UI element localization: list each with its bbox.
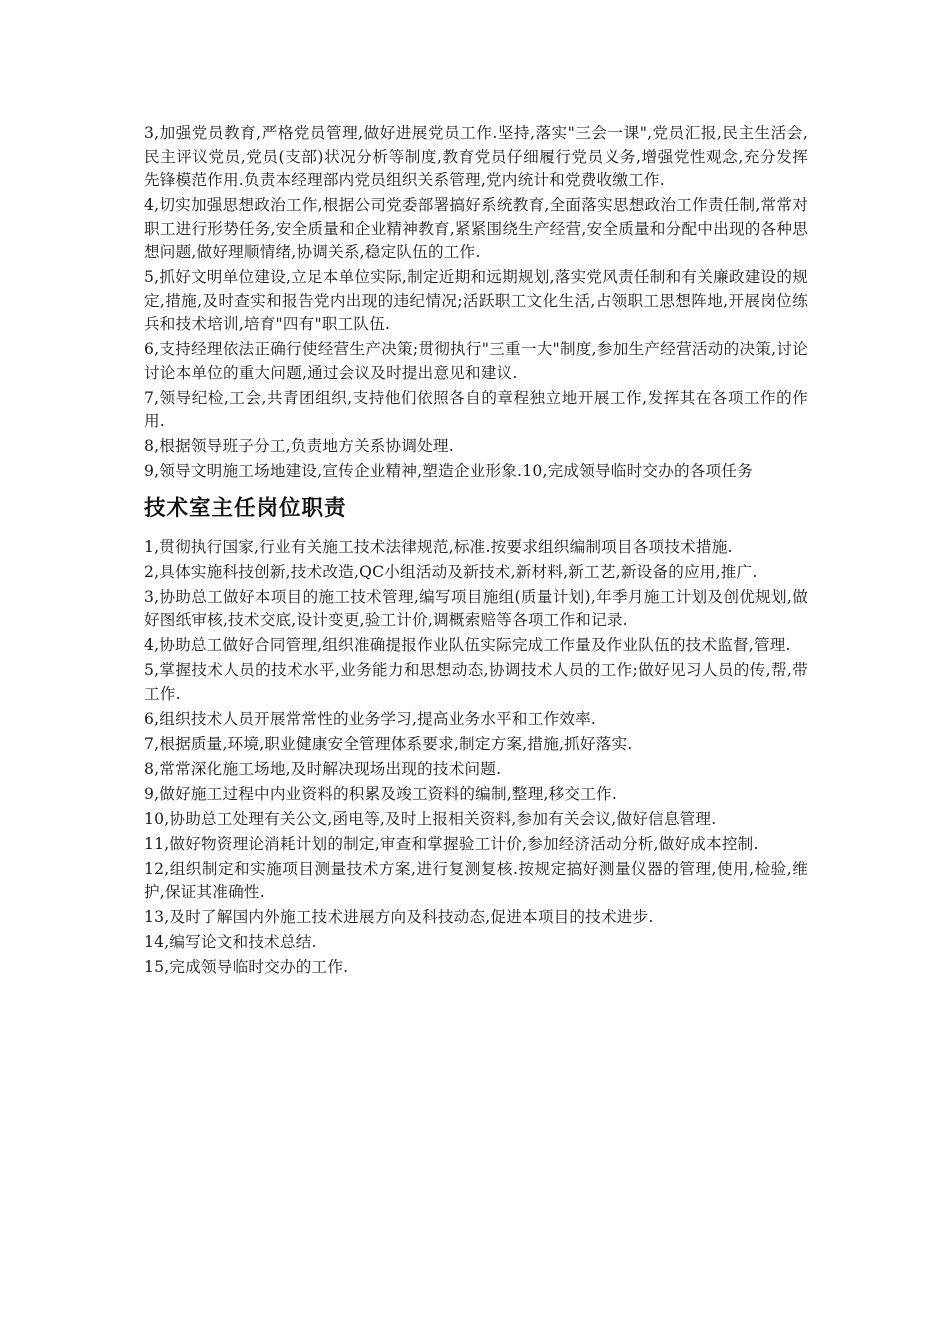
duty-item-7: 7,领导纪检,工会,共青团组织,支持他们依照各自的章程独立地开展工作,发挥其在各项工作的作用. <box>144 388 808 430</box>
tech-duty-item-11: 11,做好物资理论消耗计划的制定,审查和掌握验工计价,参加经济活动分析,做好成本控制. <box>144 834 759 853</box>
duty-item-6: 6,支持经理依法正确行使经营生产决策;贯彻执行"三重一大"制度,参加生产经营活动的决策,讨论讨论本单位的重大问题,通过会议及时提出意见和建议. <box>144 340 808 382</box>
tech-duty-item-12: 12,组织制定和实施项目测量技术方案,进行复测复核.按规定搞好测量仪器的管理,使用,检验,维护,保证其准确性. <box>144 859 808 901</box>
tech-duty-item-13: 13,及时了解国内外施工技术进展方向及科技动态,促进本项目的技术进步. <box>144 908 654 926</box>
tech-duty-item-2: 2,具体实施科技创新,技术改造,QC小组活动及新技术,新材料,新工艺,新设备的应用,推广. <box>144 562 758 581</box>
tech-duty-item-3: 3,协助总工做好本项目的施工技术管理,编写项目施组(质量计划),年季月施工计划及创优规划,做好图纸审核,技术交底,设计变更,验工计价,调概索赔等各项工作和记录. <box>144 587 808 629</box>
tech-duty-item-15: 15,完成领导临时交办的工作. <box>144 958 349 976</box>
tech-duty-item-8: 8,常常深化施工场地,及时解决现场出现的技术问题. <box>144 759 502 778</box>
section-party-duties <box>144 122 808 484</box>
duty-item-5: 5,抓好文明单位建设,立足本单位实际,制定近期和远期规划,落实党风责任制和有关廉政建设的规定,措施,及时查实和报告党内出现的违纪情况;活跃职工文化生活,占领职工思想阵地,开展岗位练兵和技术培训,培育"四有"职工队伍. <box>144 268 808 333</box>
duty-item-4: 4,切实加强思想政治工作,根据公司党委部署搞好系统教育,全面落实思想政治工作责任制,常常对职工进行形势任务,安全质量和企业精神教育,紧紧围绕生产经营,安全质量和分配中出现的各种思想问题,做好理顺情绪,协调关系,稳定队伍的工作. <box>144 196 808 261</box>
tech-duty-item-7: 7,根据质量,环境,职业健康安全管理体系要求,制定方案,措施,抓好落实. <box>144 734 633 753</box>
section-tech-director-duties <box>144 536 808 980</box>
tech-duty-item-5: 5,掌握技术人员的技术水平,业务能力和思想动态,协调技术人员的工作;做好见习人员的传,帮,带工作. <box>144 661 808 703</box>
section-heading-tech-director: 技术室主任岗位职责 <box>144 495 347 521</box>
duty-item-8: 8,根据领导班子分工,负责地方关系协调处理. <box>144 437 454 455</box>
tech-duty-item-14: 14,编写论文和技术总结. <box>144 933 317 951</box>
duty-item-9-10: 9,领导文明施工场地建设,宣传企业精神,塑造企业形象.10,完成领导临时交办的各项任务 <box>144 462 753 480</box>
document-page <box>144 122 808 981</box>
tech-duty-item-9: 9,做好施工过程中内业资料的积累及竣工资料的编制,整理,移交工作. <box>144 784 617 803</box>
tech-duty-item-10: 10,协助总工处理有关公文,函电等,及时上报相关资料,参加有关会议,做好信息管理. <box>144 809 717 828</box>
tech-duty-item-1: 1,贯彻执行国家,行业有关施工技术法律规范,标准.按要求组织编制项目各项技术措施. <box>144 537 733 556</box>
duty-item-3: 3,加强党员教育,严格党员管理,做好进展党员工作.坚持,落实"三会一课",党员汇报,民主生活会,民主评议党员,党员(支部)状况分析等制度,教育党员仔细履行党员义务,增强党性观念,充分发挥先锋模范作用.负责本经理部内党员组织关系管理,党内统计和党费收缴工作. <box>144 124 808 189</box>
tech-duty-item-4: 4,协助总工做好合同管理,组织准确提报作业队伍实际完成工作量及作业队伍的技术监督,管理. <box>144 636 791 654</box>
tech-duty-item-6: 6,组织技术人员开展常常性的业务学习,提高业务水平和工作效率. <box>144 709 597 728</box>
